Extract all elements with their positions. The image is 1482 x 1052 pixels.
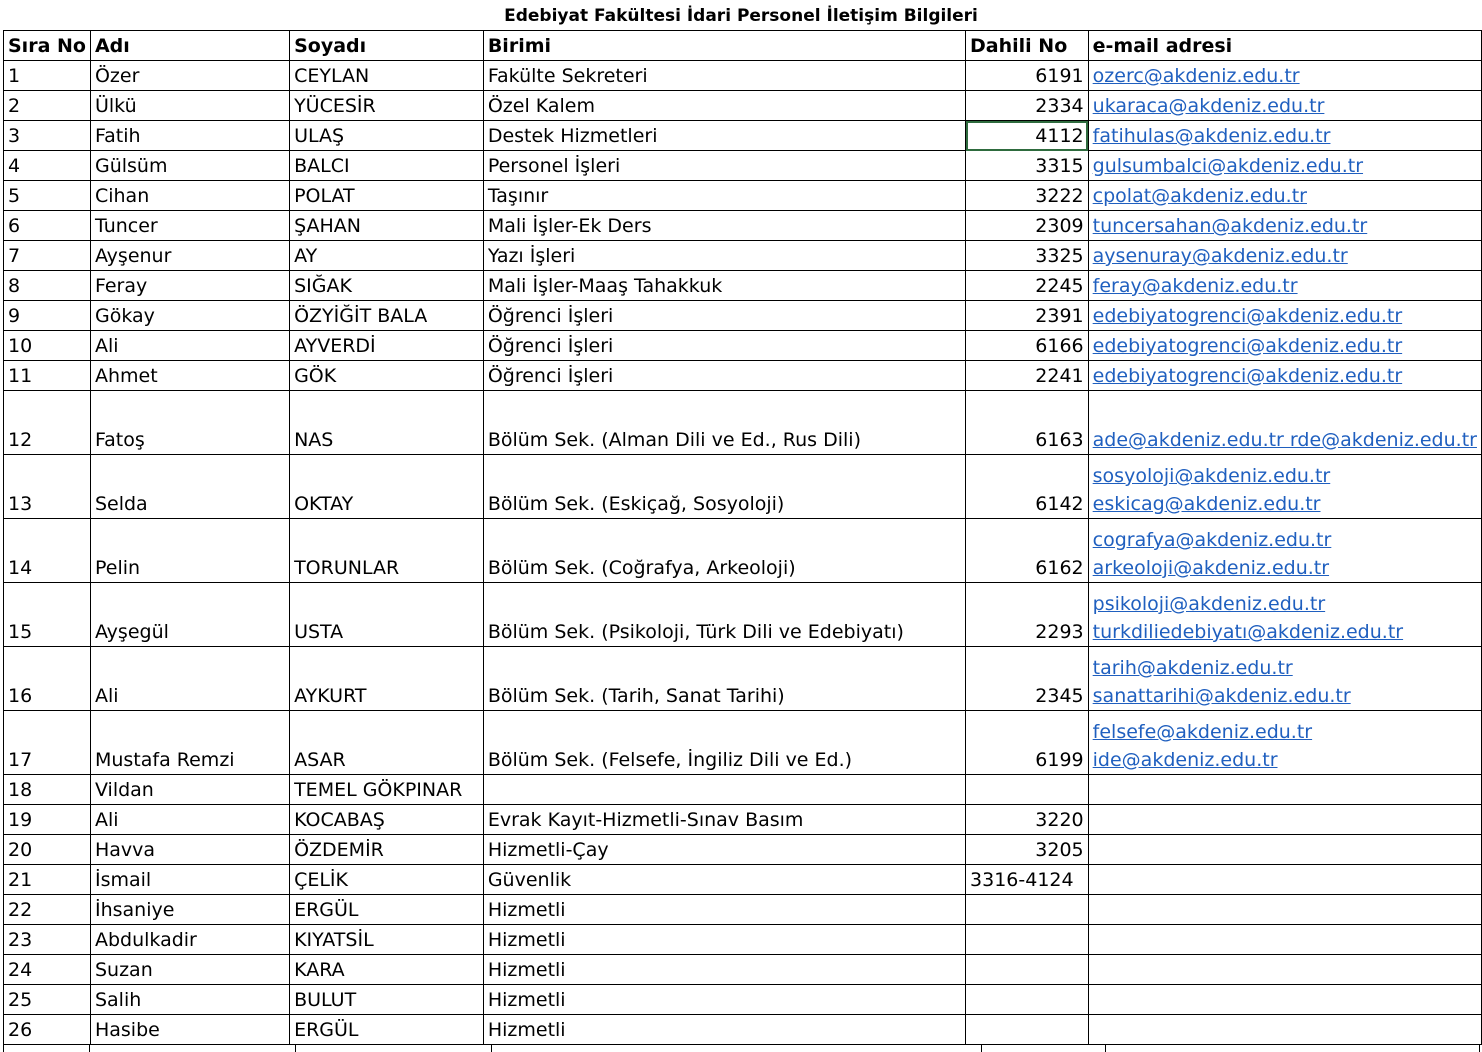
table-row <box>4 895 1482 925</box>
cell-dahili-no[interactable]: 2241 <box>966 361 1089 391</box>
email-link[interactable]: fatihulas@akdeniz.edu.tr <box>1092 125 1331 147</box>
cell-email[interactable] <box>1088 925 1481 955</box>
cell-dahili-no[interactable]: 2309 <box>966 211 1089 241</box>
cell-sira-no[interactable]: 10 <box>4 331 91 361</box>
table-row <box>4 331 1482 361</box>
email-link[interactable]: cografya@akdeniz.edu.tr <box>1092 529 1332 551</box>
cell-birimi[interactable]: Öğrenci İşleri <box>483 301 965 331</box>
cell-soyadi[interactable]: ERGÜL <box>290 1015 484 1045</box>
email-link[interactable]: arkeoloji@akdeniz.edu.tr <box>1092 557 1330 579</box>
cell-adi[interactable]: İsmail <box>90 865 289 895</box>
table-row <box>4 301 1482 331</box>
cell-sira-no[interactable]: 8 <box>4 271 91 301</box>
email-link[interactable]: psikoloji@akdeniz.edu.tr <box>1092 593 1326 615</box>
cell-email[interactable] <box>1088 455 1481 519</box>
table-row <box>4 519 1482 583</box>
cell-dahili-no[interactable]: 6162 <box>966 519 1089 583</box>
header-email[interactable]: e-mail adresi <box>1088 31 1481 61</box>
cell-adi[interactable]: Cihan <box>90 181 289 211</box>
cell-birimi[interactable]: Yazı İşleri <box>483 241 965 271</box>
cell-sira-no[interactable]: 11 <box>4 361 91 391</box>
cell-soyadi[interactable]: ŞAHAN <box>290 211 484 241</box>
header-adi[interactable]: Adı <box>90 31 289 61</box>
cell-email[interactable] <box>1088 835 1481 865</box>
cell-dahili-no[interactable]: 2293 <box>966 583 1089 647</box>
cell-email[interactable] <box>1088 985 1481 1015</box>
table-row <box>4 151 1482 181</box>
cell-birimi[interactable]: Hizmetli <box>483 925 965 955</box>
cell-birimi[interactable]: Evrak Kayıt-Hizmetli-Sınav Basım <box>483 805 965 835</box>
cell-birimi[interactable]: Fakülte Sekreteri <box>483 61 965 91</box>
cell-soyadi[interactable]: NAS <box>290 391 484 455</box>
email-link[interactable]: eskicag@akdeniz.edu.tr <box>1092 493 1321 515</box>
cell-sira-no[interactable]: 22 <box>4 895 91 925</box>
email-link[interactable]: felsefe@akdeniz.edu.tr <box>1092 721 1313 743</box>
cell-email[interactable] <box>1088 391 1481 455</box>
email-link[interactable]: aysenuray@akdeniz.edu.tr <box>1092 245 1348 267</box>
cell-email[interactable] <box>1088 865 1481 895</box>
table-row <box>4 61 1482 91</box>
cell-adi[interactable]: Gökay <box>90 301 289 331</box>
cell-dahili-no[interactable]: 6166 <box>966 331 1089 361</box>
cell-sira-no[interactable]: 1 <box>4 61 91 91</box>
cell-email[interactable] <box>1088 271 1481 301</box>
personnel-table <box>3 30 1482 1045</box>
cell-adi[interactable]: Pelin <box>90 519 289 583</box>
table-row <box>4 835 1482 865</box>
cell-soyadi[interactable]: ULAŞ <box>290 121 484 151</box>
cell-soyadi[interactable]: ERGÜL <box>290 895 484 925</box>
cell-adi[interactable]: Havva <box>90 835 289 865</box>
cell-dahili-no[interactable]: 2334 <box>966 91 1089 121</box>
cell-adi[interactable]: Suzan <box>90 955 289 985</box>
cell-birimi[interactable]: Mali İşler-Ek Ders <box>483 211 965 241</box>
table-row <box>4 647 1482 711</box>
cell-birimi[interactable]: Hizmetli <box>483 1015 965 1045</box>
cell-email[interactable] <box>1088 895 1481 925</box>
email-link[interactable]: tuncersahan@akdeniz.edu.tr <box>1092 215 1368 237</box>
cell-adi[interactable]: Tuncer <box>90 211 289 241</box>
cell-soyadi[interactable]: YÜCESİR <box>290 91 484 121</box>
cell-email[interactable] <box>1088 775 1481 805</box>
table-row <box>4 271 1482 301</box>
cell-email[interactable] <box>1088 711 1481 775</box>
cell-dahili-no[interactable]: 3222 <box>966 181 1089 211</box>
cell-email[interactable] <box>1088 361 1481 391</box>
cell-soyadi[interactable]: AYKURT <box>290 647 484 711</box>
cell-dahili-no[interactable]: 3316-4124 <box>966 865 1089 895</box>
cell-adi[interactable]: Özer <box>90 61 289 91</box>
cell-sira-no[interactable]: 23 <box>4 925 91 955</box>
email-link[interactable]: edebiyatogrenci@akdeniz.edu.tr <box>1092 305 1403 327</box>
table-row <box>4 361 1482 391</box>
table-row <box>4 181 1482 211</box>
email-link[interactable]: sanattarihi@akdeniz.edu.tr <box>1092 685 1351 707</box>
cell-email[interactable] <box>1088 583 1481 647</box>
email-link[interactable]: turkdiliedebiyatı@akdeniz.edu.tr <box>1092 621 1404 643</box>
cell-soyadi[interactable]: OKTAY <box>290 455 484 519</box>
cell-sira-no[interactable]: 9 <box>4 301 91 331</box>
cell-email[interactable] <box>1088 241 1481 271</box>
email-link[interactable]: ozerc@akdeniz.edu.tr <box>1092 65 1300 87</box>
cell-birimi[interactable]: Bölüm Sek. (Coğrafya, Arkeoloji) <box>483 519 965 583</box>
table-row <box>4 865 1482 895</box>
table-row <box>4 391 1482 455</box>
cell-soyadi[interactable]: KOCABAŞ <box>290 805 484 835</box>
cell-adi[interactable]: Ayşegül <box>90 583 289 647</box>
cell-sira-no[interactable]: 24 <box>4 955 91 985</box>
cell-adi[interactable]: İhsaniye <box>90 895 289 925</box>
cell-email[interactable] <box>1088 647 1481 711</box>
cell-dahili-no[interactable]: 2245 <box>966 271 1089 301</box>
cell-birimi[interactable]: Hizmetli-Çay <box>483 835 965 865</box>
cell-sira-no[interactable]: 6 <box>4 211 91 241</box>
cell-dahili-no[interactable] <box>966 1015 1089 1045</box>
table-row <box>4 455 1482 519</box>
cell-soyadi[interactable]: ÖZYİĞİT BALA <box>290 301 484 331</box>
cell-birimi[interactable]: Hizmetli <box>483 895 965 925</box>
cell-email[interactable] <box>1088 61 1481 91</box>
cell-soyadi[interactable]: AYVERDİ <box>290 331 484 361</box>
cell-email[interactable] <box>1088 211 1481 241</box>
cell-dahili-no[interactable]: 6163 <box>966 391 1089 455</box>
cell-birimi[interactable]: Özel Kalem <box>483 91 965 121</box>
cell-adi[interactable]: Fatih <box>90 121 289 151</box>
cell-birimi[interactable]: Öğrenci İşleri <box>483 361 965 391</box>
cell-email[interactable] <box>1088 181 1481 211</box>
cell-soyadi[interactable]: GÖK <box>290 361 484 391</box>
cell-soyadi[interactable]: CEYLAN <box>290 61 484 91</box>
cell-sira-no[interactable]: 26 <box>4 1015 91 1045</box>
table-row <box>4 1015 1482 1045</box>
cell-adi[interactable]: Ali <box>90 805 289 835</box>
cell-birimi[interactable]: Bölüm Sek. (Psikoloji, Türk Dili ve Edebiyatı) <box>483 583 965 647</box>
cell-sira-no[interactable]: 19 <box>4 805 91 835</box>
cell-soyadi[interactable]: KARA <box>290 955 484 985</box>
cell-dahili-no[interactable]: 3315 <box>966 151 1089 181</box>
header-sira-no[interactable]: Sıra No <box>4 31 91 61</box>
cell-dahili-no[interactable]: 3325 <box>966 241 1089 271</box>
header-dahili-no[interactable]: Dahili No <box>966 31 1089 61</box>
sheet-continuation <box>3 1044 1480 1052</box>
cell-sira-no[interactable]: 5 <box>4 181 91 211</box>
cell-sira-no[interactable]: 25 <box>4 985 91 1015</box>
cell-birimi[interactable]: Bölüm Sek. (Alman Dili ve Ed., Rus Dili) <box>483 391 965 455</box>
cell-email[interactable] <box>1088 331 1481 361</box>
cell-dahili-no[interactable]: 2345 <box>966 647 1089 711</box>
cell-soyadi[interactable]: TORUNLAR <box>290 519 484 583</box>
cell-sira-no[interactable]: 3 <box>4 121 91 151</box>
cell-dahili-no[interactable]: 6191 <box>966 61 1089 91</box>
cell-adi[interactable]: Salih <box>90 985 289 1015</box>
cell-adi[interactable]: Ayşenur <box>90 241 289 271</box>
table-row <box>4 985 1482 1015</box>
email-link[interactable]: ukaraca@akdeniz.edu.tr <box>1092 95 1325 117</box>
cell-dahili-no[interactable]: 6142 <box>966 455 1089 519</box>
cell-sira-no[interactable]: 14 <box>4 519 91 583</box>
cell-birimi[interactable]: Hizmetli <box>483 985 965 1015</box>
cell-email[interactable] <box>1088 805 1481 835</box>
header-soyadi[interactable]: Soyadı <box>290 31 484 61</box>
cell-email[interactable] <box>1088 121 1481 151</box>
cell-sira-no[interactable]: 12 <box>4 391 91 455</box>
cell-adi[interactable]: Ahmet <box>90 361 289 391</box>
cell-soyadi[interactable]: ÇELİK <box>290 865 484 895</box>
cell-sira-no[interactable]: 18 <box>4 775 91 805</box>
cell-sira-no[interactable]: 17 <box>4 711 91 775</box>
cell-soyadi[interactable]: POLAT <box>290 181 484 211</box>
cell-sira-no[interactable]: 16 <box>4 647 91 711</box>
cell-birimi[interactable]: Bölüm Sek. (Tarih, Sanat Tarihi) <box>483 647 965 711</box>
header-birimi[interactable]: Birimi <box>483 31 965 61</box>
header-row <box>4 31 1482 61</box>
table-row <box>4 211 1482 241</box>
email-link[interactable]: ade@akdeniz.edu.tr rde@akdeniz.edu.tr <box>1092 429 1477 451</box>
cell-soyadi[interactable]: KIYATSİL <box>290 925 484 955</box>
cell-dahili-no[interactable]: 4112 <box>966 121 1089 151</box>
table-row <box>4 805 1482 835</box>
cell-email[interactable] <box>1088 301 1481 331</box>
cell-birimi[interactable]: Destek Hizmetleri <box>483 121 965 151</box>
table-row <box>4 121 1482 151</box>
cell-dahili-no[interactable]: 3205 <box>966 835 1089 865</box>
cell-birimi[interactable]: Güvenlik <box>483 865 965 895</box>
cell-dahili-no[interactable] <box>966 925 1089 955</box>
cell-adi[interactable]: Ülkü <box>90 91 289 121</box>
table-row <box>4 775 1482 805</box>
cell-sira-no[interactable]: 2 <box>4 91 91 121</box>
email-link[interactable]: sosyoloji@akdeniz.edu.tr <box>1092 465 1331 487</box>
table-row <box>4 955 1482 985</box>
cell-sira-no[interactable]: 20 <box>4 835 91 865</box>
email-link[interactable]: gulsumbalci@akdeniz.edu.tr <box>1092 155 1364 177</box>
cell-soyadi[interactable]: ASAR <box>290 711 484 775</box>
cell-dahili-no[interactable] <box>966 775 1089 805</box>
cell-adi[interactable]: Selda <box>90 455 289 519</box>
cell-soyadi[interactable]: AY <box>290 241 484 271</box>
cell-sira-no[interactable]: 4 <box>4 151 91 181</box>
cell-soyadi[interactable]: USTA <box>290 583 484 647</box>
cell-sira-no[interactable]: 7 <box>4 241 91 271</box>
cell-email[interactable] <box>1088 1015 1481 1045</box>
cell-email[interactable] <box>1088 519 1481 583</box>
table-row <box>4 91 1482 121</box>
cell-adi[interactable]: Vildan <box>90 775 289 805</box>
cell-dahili-no[interactable] <box>966 985 1089 1015</box>
email-link[interactable]: edebiyatogrenci@akdeniz.edu.tr <box>1092 335 1403 357</box>
email-link[interactable]: tarih@akdeniz.edu.tr <box>1092 657 1293 679</box>
email-link[interactable]: edebiyatogrenci@akdeniz.edu.tr <box>1092 365 1403 387</box>
cell-adi[interactable]: Ali <box>90 331 289 361</box>
cell-adi[interactable]: Hasibe <box>90 1015 289 1045</box>
cell-email[interactable] <box>1088 955 1481 985</box>
cell-soyadi[interactable]: BALCI <box>290 151 484 181</box>
email-link[interactable]: cpolat@akdeniz.edu.tr <box>1092 185 1307 207</box>
cell-dahili-no[interactable]: 2391 <box>966 301 1089 331</box>
cell-email[interactable] <box>1088 91 1481 121</box>
sheet-title: Edebiyat Fakültesi İdari Personel İletişim Bilgileri <box>504 6 978 26</box>
cell-birimi[interactable]: Taşınır <box>483 181 965 211</box>
cell-adi[interactable]: Ali <box>90 647 289 711</box>
cell-soyadi[interactable]: BULUT <box>290 985 484 1015</box>
cell-birimi[interactable]: Bölüm Sek. (Felsefe, İngiliz Dili ve Ed.) <box>483 711 965 775</box>
cell-adi[interactable]: Feray <box>90 271 289 301</box>
cell-email[interactable] <box>1088 151 1481 181</box>
cell-sira-no[interactable]: 21 <box>4 865 91 895</box>
table-row <box>4 583 1482 647</box>
cell-sira-no[interactable]: 13 <box>4 455 91 519</box>
cell-dahili-no[interactable]: 3220 <box>966 805 1089 835</box>
cell-soyadi[interactable]: TEMEL GÖKPINAR <box>290 775 484 805</box>
email-link[interactable]: ide@akdeniz.edu.tr <box>1092 749 1278 771</box>
cell-soyadi[interactable]: SIĞAK <box>290 271 484 301</box>
cell-birimi[interactable]: Öğrenci İşleri <box>483 331 965 361</box>
cell-adi[interactable]: Mustafa Remzi <box>90 711 289 775</box>
cell-adi[interactable]: Gülsüm <box>90 151 289 181</box>
cell-birimi[interactable]: Hizmetli <box>483 955 965 985</box>
cell-sira-no[interactable]: 15 <box>4 583 91 647</box>
cell-soyadi[interactable]: ÖZDEMİR <box>290 835 484 865</box>
cell-birimi[interactable]: Mali İşler-Maaş Tahakkuk <box>483 271 965 301</box>
cell-birimi[interactable] <box>483 775 965 805</box>
cell-dahili-no[interactable] <box>966 895 1089 925</box>
cell-adi[interactable]: Abdulkadir <box>90 925 289 955</box>
cell-dahili-no[interactable] <box>966 955 1089 985</box>
cell-birimi[interactable]: Bölüm Sek. (Eskiçağ, Sosyoloji) <box>483 455 965 519</box>
table-row <box>4 241 1482 271</box>
cell-birimi[interactable]: Personel İşleri <box>483 151 965 181</box>
cell-dahili-no[interactable]: 6199 <box>966 711 1089 775</box>
table-row <box>4 711 1482 775</box>
table-row <box>4 925 1482 955</box>
email-link[interactable]: feray@akdeniz.edu.tr <box>1092 275 1298 297</box>
cell-adi[interactable]: Fatoş <box>90 391 289 455</box>
